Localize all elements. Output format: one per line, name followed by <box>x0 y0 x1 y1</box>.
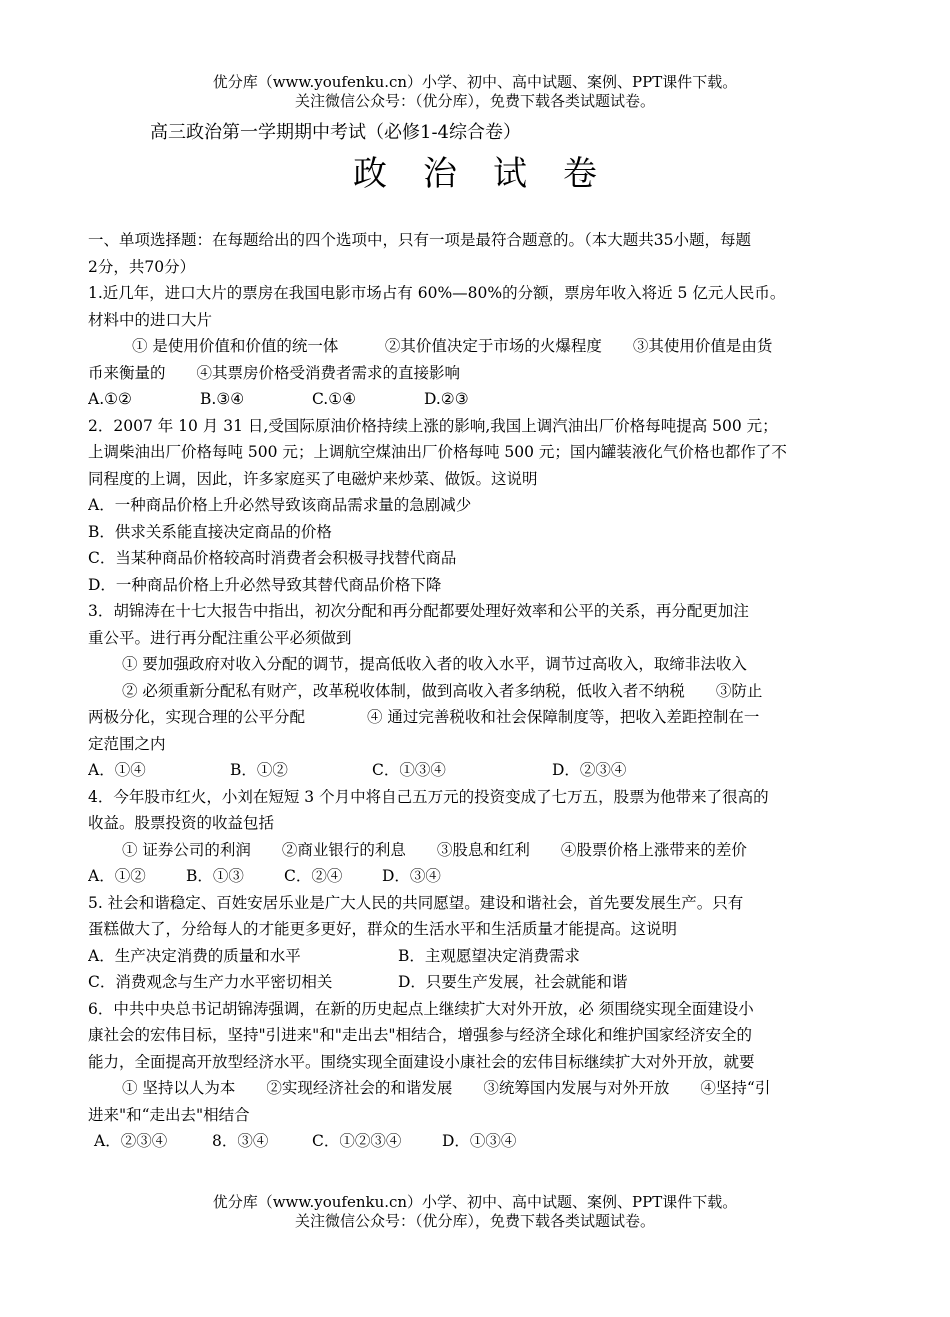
q2-stem-line-2: 上调柴油出厂价格每吨 500 元；上调航空煤油出厂价格每吨 500 元；国内罐装液化气价格也都作了不 <box>88 443 787 461</box>
q4-stem-line-2: 收益。股票投资的收益包括 <box>88 814 275 832</box>
q1-answer-d: D.②③ <box>424 390 469 408</box>
q6-answer-a: A．②③④ <box>94 1132 168 1150</box>
section-heading-line-1: 一、单项选择题：在每题给出的四个选项中，只有一项是最符合题意的。（本大题共35小题，每题 <box>88 231 751 249</box>
q6-answer-c: C．①②③④ <box>312 1132 402 1150</box>
q4-options: ① 证券公司的利润 ②商业银行的利息 ③股息和红利 ④股票价格上涨带来的差价 <box>122 840 747 859</box>
q2-answer-c: C．当某种商品价格较高时消费者会积极寻找替代商品 <box>88 549 457 567</box>
q4-answer-c: C．②④ <box>284 867 343 885</box>
q3-option-line-3: 两极分化，实现合理的公平分配 ④ 通过完善税收和社会保障制度等，把收入差距控制在一 <box>88 708 760 726</box>
q1-answer-b: B.③④ <box>200 390 245 408</box>
q3-answers <box>88 757 868 784</box>
q4-answer-b: B．①③ <box>186 867 244 885</box>
q1-options-line-2: 币来衡量的 ④其票房价格受消费者需求的直接影响 <box>88 363 461 382</box>
q5-answer-d: D．只要生产发展，社会就能和谐 <box>398 973 628 991</box>
q4-answer-a: A．①② <box>88 867 146 885</box>
q5-answer-b: B．主观愿望决定消费需求 <box>398 946 580 965</box>
q5-stem-line-2: 蛋糕做大了，分给每人的才能更多更好，群众的生活水平和生活质量才能提高。这说明 <box>88 920 678 938</box>
q3-option-line-2: ② 必须重新分配私有财产，改革税收体制，做到高收入者多纳税，低收入者不纳税 ③防止 <box>122 681 763 700</box>
exam-body <box>88 227 868 1155</box>
q3-option-line-4: 定范围之内 <box>88 734 166 753</box>
q1-stem-line-2: 材料中的进口大片 <box>88 310 213 329</box>
q5-stem-line-1: 5. 社会和谐稳定、百姓安居乐业是广大人民的共同愿望。建设和谐社会，首先要发展生产。只有 <box>88 893 744 912</box>
q1-answer-c: C.①④ <box>312 390 357 408</box>
q2-stem-line-3: 同程度的上调，因此，许多家庭买了电磁炉来炒菜、做饭。这说明 <box>88 469 538 488</box>
page-footer-line-2: 关注微信公众号：（优分库），免费下载各类试题试卷。 <box>294 1212 655 1230</box>
q6-answers <box>88 1128 868 1155</box>
q2-stem-line-1: 2．2007 年 10 月 31 日,受国际原油价格持续上涨的影响,我国上调汽油出厂价格每吨提高 500 元； <box>88 416 778 435</box>
page-footer-line-1: 优分库（www.youfenku.cn）小学、初中、高中试题、案例、PPT课件下载。 <box>212 1193 738 1211</box>
q1-options-line-1: ① 是使用价值和价值的统一体 ②其价值决定于市场的火爆程度 ③其使用价值是由货 <box>132 337 773 355</box>
page-header-line-1: 优分库（www.youfenku.cn）小学、初中、高中试题、案例、PPT课件下载。 <box>212 73 738 91</box>
q4-stem-line-1: 4．今年股市红火，小刘在短短 3 个月中将自己五万元的投资变成了七万五，股票为他带来了很高的 <box>88 787 769 806</box>
q5-answer-a: A．生产决定消费的质量和水平 <box>88 946 301 965</box>
q3-answer-d: D．②③④ <box>552 761 627 779</box>
q5-answers-row-2 <box>88 969 868 996</box>
q4-answer-d: D．③④ <box>382 867 441 885</box>
section-heading-line-2: 2分，共70分） <box>88 257 196 276</box>
q6-stem-line-1: 6．中共中央总书记胡锦涛强调，在新的历史起点上继续扩大对外开放，必 须围绕实现全面建设小 <box>88 999 754 1018</box>
q3-stem-line-1: 3．胡锦涛在十七大报告中指出，初次分配和再分配都要处理好效率和公平的关系，再分配更加注 <box>88 602 749 620</box>
q3-option-line-1: ① 要加强政府对收入分配的调节，提高低收入者的收入水平，调节过高收入，取缔非法收入 <box>122 655 747 673</box>
q6-stem-line-3: 能力，全面提高开放型经济水平。围绕实现全面建设小康社会的宏伟目标继续扩大对外开放，就要 <box>88 1052 755 1071</box>
q3-stem-line-2: 重公平。进行再分配注重公平必须做到 <box>88 628 352 647</box>
page-header-line-2: 关注微信公众号：（优分库），免费下载各类试题试卷。 <box>294 92 655 110</box>
exam-subtitle: 高三政治第一学期期中考试（必修1-4综合卷） <box>150 122 521 143</box>
q2-answer-a: A．一种商品价格上升必然导致该商品需求量的急剧减少 <box>88 496 472 514</box>
q6-answer-b: 8．③④ <box>212 1132 269 1150</box>
q1-answers <box>88 386 868 413</box>
q5-answers-row-1 <box>88 943 868 970</box>
q6-options-line-2: 进来"和“走出去"相结合 <box>88 1105 250 1124</box>
q2-answer-b: B．供求关系能直接决定商品的价格 <box>88 522 332 541</box>
q6-options-line-1: ① 坚持以人为本 ②实现经济社会的和谐发展 ③统筹国内发展与对外开放 ④坚持“引 <box>122 1079 771 1097</box>
q1-answer-a: A.①② <box>88 390 132 408</box>
q6-answer-d: D．①③④ <box>442 1132 517 1150</box>
q3-answer-b: B．①② <box>230 761 288 779</box>
q5-answer-c: C．消费观念与生产力水平密切相关 <box>88 973 333 991</box>
q2-answer-d: D．一种商品价格上升必然导致其替代商品价格下降 <box>88 575 442 594</box>
q4-answers <box>88 863 868 890</box>
q3-answer-c: C．①③④ <box>372 761 446 779</box>
exam-title: 政治试卷 <box>353 154 633 194</box>
q1-stem-line-1: 1.近几年，进口大片的票房在我国电影市场占有 60%—80%的分额，票房年收入将近 5 亿元人民币。 <box>88 284 786 302</box>
q3-answer-a: A．①④ <box>88 761 146 779</box>
q6-stem-line-2: 康社会的宏伟目标，坚持"引进来"和"走出去"相结合，增强参与经济全球化和维护国家经济安全的 <box>88 1026 753 1044</box>
